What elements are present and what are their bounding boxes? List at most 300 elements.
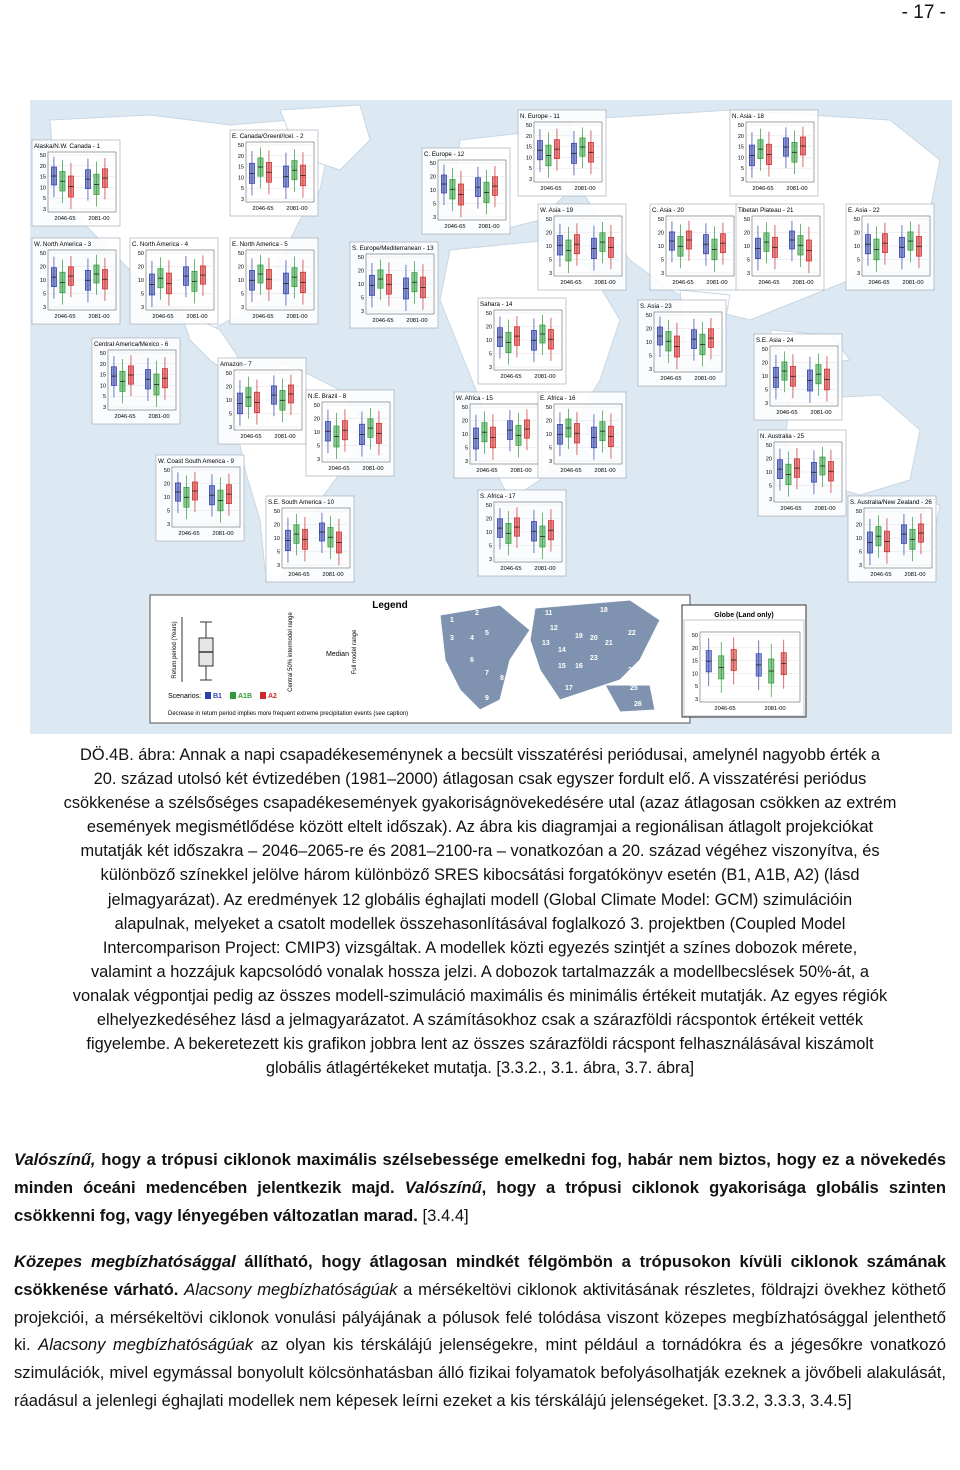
region-label: Alaska/N.W. Canada - 1 xyxy=(34,143,101,150)
caption-line-4: események megismétlődése között eltelt időszak). Az ábra kis diagramjai a regionálisan átlagolt projekciókat xyxy=(86,818,874,837)
tick-label: 50 xyxy=(485,311,492,317)
tick-label: 10 xyxy=(545,244,552,250)
tick-label: 20 xyxy=(855,522,862,529)
tick-label: 50 xyxy=(853,217,860,223)
tick-label: 10 xyxy=(429,188,436,194)
period-label: 2081-00 xyxy=(148,414,170,420)
period-label: 2046-65 xyxy=(868,280,890,286)
period-label: 2081-00 xyxy=(706,280,728,286)
tick-label: 50 xyxy=(737,123,744,129)
tick-label: 20 xyxy=(225,384,232,391)
region-chart-9 xyxy=(156,455,244,541)
map-region-number: 15 xyxy=(558,663,566,670)
tick-label: 5 xyxy=(528,166,532,173)
period-label: 2046-65 xyxy=(752,186,774,192)
tick-label: 3 xyxy=(360,309,364,315)
region-label: S. Africa - 17 xyxy=(480,493,516,500)
tick-label: 50 xyxy=(99,351,106,357)
tick-label: 20 xyxy=(737,133,744,140)
tick-label: 50 xyxy=(237,143,244,149)
period-label: 2081-00 xyxy=(186,314,208,320)
globe-chart xyxy=(684,620,804,716)
tick-label: 50 xyxy=(545,217,552,223)
tick-label: 15 xyxy=(737,144,744,151)
tick-label: 10 xyxy=(855,536,862,542)
region-label: S. Australia/New Zealand - 26 xyxy=(850,499,932,506)
tick-label: 3 xyxy=(488,365,492,371)
period-label: 2081-00 xyxy=(594,468,616,474)
map-region-number: 19 xyxy=(575,633,583,640)
period-label: 2046-65 xyxy=(252,206,274,212)
region-label: C. Europe - 12 xyxy=(424,151,465,158)
tick-label: 50 xyxy=(273,509,280,515)
period-label: 2081-00 xyxy=(362,466,384,472)
period-label: 2046-65 xyxy=(560,280,582,286)
region-chart-4 xyxy=(130,238,218,324)
region-chart-14 xyxy=(478,298,566,384)
period-label: 2081-00 xyxy=(534,374,556,380)
tick-label: 10 xyxy=(761,374,768,380)
tick-label: 20 xyxy=(545,418,552,425)
period-label: 2046-65 xyxy=(660,376,682,382)
period-label: 2046-65 xyxy=(672,280,694,286)
period-label: 2046-65 xyxy=(758,280,780,286)
tick-label: 50 xyxy=(691,633,698,639)
region-label: E. Asia - 22 xyxy=(848,207,880,214)
tick-label: 3 xyxy=(240,197,244,203)
region-chart-17 xyxy=(478,490,566,576)
tick-label: 20 xyxy=(743,230,750,237)
tick-label: 50 xyxy=(137,251,144,257)
region-chart-23 xyxy=(638,300,726,386)
tick-label: 10 xyxy=(313,430,320,436)
caption-line-6: különböző színekkel jelölve három különböző SRES kibocsátási forgatókönyv esetén (B1, A1B, A2) (lásd xyxy=(100,866,860,885)
tick-label: 3 xyxy=(166,522,170,528)
region-label: Central America/Mexico - 6 xyxy=(94,341,169,348)
tick-label: 5 xyxy=(432,201,436,208)
period-label: 2046-65 xyxy=(54,216,76,222)
p1-likely-2: Valószínű xyxy=(404,1177,482,1197)
tick-label: 5 xyxy=(42,196,46,203)
period-label: 2046-65 xyxy=(540,186,562,192)
region-chart-13 xyxy=(350,242,438,328)
tick-label: 20 xyxy=(357,268,364,275)
region-label: N.E. Brazil - 8 xyxy=(308,393,347,400)
region-label: N. Australia - 25 xyxy=(760,433,805,440)
tick-label: 5 xyxy=(768,483,772,490)
tick-label: 5 xyxy=(240,186,244,193)
tick-label: 5 xyxy=(858,549,862,556)
map-region-number: 10 xyxy=(500,695,508,702)
caption-line-13: figyelembe. A bekeretezett kis grafikon jobbra lent az összes szárazföldi rácspont felhasználásával kiszámolt xyxy=(86,1035,874,1054)
tick-label: 3 xyxy=(648,367,652,373)
caption-line-2: 20. század utolsó két évtizedében (1981–2000) átlagosan csak egyszer fordult elő. A visszatérési periódus xyxy=(93,770,867,789)
tick-label: 50 xyxy=(743,217,750,223)
tick-label: 5 xyxy=(276,549,280,556)
period-label: 2046-65 xyxy=(714,706,736,712)
p1-text-2: , hogy a trópusi ciklonok gyakorisága globális szinten csökkenni fog, vagy lényegében változatlan marad. xyxy=(14,1177,946,1225)
legend-scenario-a2: A2 xyxy=(268,693,277,700)
tick-label: 20 xyxy=(461,418,468,425)
map-region-number: 13 xyxy=(542,640,550,647)
region-label: S. Asia - 23 xyxy=(640,303,672,310)
caption-line-1: DÖ.4B. ábra: Annak a napi csapadékeseménynek a becsült visszatérési periódusai, amelynél nagyobb érték a xyxy=(80,746,880,764)
tick-label: 20 xyxy=(645,326,652,333)
period-label: 2046-65 xyxy=(54,314,76,320)
period-label: 2046-65 xyxy=(780,506,802,512)
region-chart-3 xyxy=(32,238,120,324)
map-region-number: 25 xyxy=(630,685,638,692)
tick-label: 20 xyxy=(137,264,144,271)
tick-label: 5 xyxy=(648,353,652,360)
tick-label: 20 xyxy=(761,360,768,367)
tick-label: 5 xyxy=(166,508,170,515)
period-label: 2046-65 xyxy=(776,410,798,416)
tick-label: 3 xyxy=(228,425,232,431)
period-label: 2046-65 xyxy=(114,414,136,420)
tick-label: 20 xyxy=(39,264,46,271)
legend-central-range: Central 50% intermodel range xyxy=(288,612,294,692)
period-label: 2081-00 xyxy=(574,186,596,192)
period-label: 2046-65 xyxy=(252,314,274,320)
region-label: N. Europe - 11 xyxy=(520,113,560,120)
period-label: 2081-00 xyxy=(510,468,532,474)
map-region-number: 18 xyxy=(600,607,608,614)
period-label: 2081-00 xyxy=(810,410,832,416)
tick-label: 20 xyxy=(237,264,244,271)
page-number: - 17 - xyxy=(901,2,946,23)
region-label: Tibetan Plateau - 21 xyxy=(738,207,794,214)
p2-text-3: az olyan kis térskálájú jelenségekre, mint például a tornádókra és a jégesőkre vonatkozó szimulációk, mivel egymással bonyolult kölcsönhatásban álló fizikai folyamatok befolyásolhatják ezeknek a jövőbeli alakulását, ráadásul a jelenlegi éghajlati modellek nem képesek leírni ezeket a kis térskálájú jelenségeket. [3.3.2, 3.3.3, 3.4.5] xyxy=(14,1335,946,1410)
tick-label: 10 xyxy=(39,278,46,284)
tick-label: 3 xyxy=(432,215,436,221)
caption-line-8: alapulnak, melyeket a csatolt modellek összehasonlításával foglalkozó 3. projektben (Coupled Model xyxy=(114,914,846,933)
tick-label: 3 xyxy=(694,697,698,703)
climate-figure xyxy=(30,100,952,734)
tick-label: 3 xyxy=(140,305,144,311)
map-region-number: 21 xyxy=(605,640,613,647)
period-label: 2081-00 xyxy=(406,318,428,324)
map-region-number: 26 xyxy=(634,701,642,708)
period-label: 2081-00 xyxy=(814,506,836,512)
period-label: 2081-00 xyxy=(274,434,296,440)
region-label: E. Africa - 16 xyxy=(540,395,576,402)
tick-label: 5 xyxy=(360,295,364,302)
tick-label: 50 xyxy=(461,405,468,411)
tick-label: 15 xyxy=(99,372,106,379)
period-label: 2081-00 xyxy=(88,314,110,320)
region-chart-12 xyxy=(422,148,510,234)
p2-low-confidence-1: Alacsony megbízhatóságúak xyxy=(184,1279,398,1299)
region-label: E. North America - 5 xyxy=(232,241,288,248)
period-label: 2081-00 xyxy=(902,280,924,286)
p1-reference: [3.4.4] xyxy=(417,1205,469,1225)
period-label: 2046-65 xyxy=(178,531,200,537)
tick-label: 3 xyxy=(768,497,772,503)
tick-label: 3 xyxy=(856,271,860,277)
tick-label: 20 xyxy=(691,645,698,652)
tick-label: 3 xyxy=(464,459,468,465)
tick-label: 20 xyxy=(545,230,552,237)
tick-label: 20 xyxy=(273,522,280,529)
tick-label: 20 xyxy=(765,456,772,463)
tick-label: 5 xyxy=(740,166,744,173)
map-region-number: 2 xyxy=(475,610,479,617)
tick-label: 20 xyxy=(657,230,664,237)
region-label: S.E. Asia - 24 xyxy=(756,337,794,344)
tick-label: 50 xyxy=(645,313,652,319)
period-label: 2081-00 xyxy=(322,572,344,578)
period-label: 2081-00 xyxy=(786,186,808,192)
tick-label: 3 xyxy=(488,557,492,563)
region-chart-25 xyxy=(758,430,846,516)
tick-label: 10 xyxy=(485,338,492,344)
period-label: 2081-00 xyxy=(694,376,716,382)
region-label: S.E. South America - 10 xyxy=(268,499,335,506)
tick-label: 15 xyxy=(525,144,532,151)
p2-low-confidence-2: Alacsony megbízhatóságúak xyxy=(38,1335,254,1355)
tick-label: 20 xyxy=(237,153,244,160)
legend-title: Legend xyxy=(372,600,408,611)
tick-label: 5 xyxy=(240,291,244,298)
period-label: 2081-00 xyxy=(764,706,786,712)
p1-text-1: hogy a trópusi ciklonok maximális szélsebessége emelkedni fog, habár nem biztos, hogy ez a növekedés minden óceáni medencében jelentkezik majd. xyxy=(14,1150,946,1197)
map-region-number: 12 xyxy=(550,625,558,632)
legend-scenarios-label: Scenarios: xyxy=(168,693,202,700)
tick-label: 5 xyxy=(42,291,46,298)
region-chart-7 xyxy=(218,358,306,444)
region-chart-15 xyxy=(454,392,542,478)
region-label: W. Africa - 15 xyxy=(456,395,493,402)
tick-label: 10 xyxy=(691,671,698,678)
tick-label: 50 xyxy=(545,405,552,411)
map-region-number: 6 xyxy=(470,657,474,664)
period-label: 2046-65 xyxy=(372,318,394,324)
tick-label: 3 xyxy=(276,563,280,569)
tick-label: 5 xyxy=(856,257,860,264)
tick-label: 10 xyxy=(765,470,772,476)
figure-caption xyxy=(14,743,946,1080)
region-label: W. Asia - 19 xyxy=(540,207,574,214)
tick-label: 5 xyxy=(764,387,768,394)
paragraph-extratropical-cyclones xyxy=(14,1248,946,1415)
tick-label: 10 xyxy=(737,155,744,162)
tick-label: 10 xyxy=(137,278,144,284)
period-label: 2081-00 xyxy=(88,216,110,222)
p1-likely-1: Valószínű, xyxy=(14,1150,96,1169)
tick-label: 50 xyxy=(237,251,244,257)
map-region-number: 16 xyxy=(575,663,583,670)
tick-label: 3 xyxy=(660,271,664,277)
region-chart-2 xyxy=(230,130,318,216)
tick-label: 20 xyxy=(313,416,320,423)
tick-label: 10 xyxy=(485,530,492,536)
map-region-number: 23 xyxy=(590,655,598,662)
period-label: 2081-00 xyxy=(212,531,234,537)
map-region-number: 1 xyxy=(450,617,454,624)
legend-scenario-a1b: A1B xyxy=(238,693,253,700)
period-label: 2046-65 xyxy=(476,468,498,474)
period-label: 2081-00 xyxy=(534,566,556,572)
caption-line-14: globális átlagértékeket mutatja. [3.3.2., 3.1. ábra, 3.7. ábra] xyxy=(265,1059,695,1078)
tick-label: 50 xyxy=(39,251,46,257)
tick-label: 15 xyxy=(237,164,244,171)
tick-label: 10 xyxy=(545,432,552,438)
tick-label: 5 xyxy=(488,543,492,550)
caption-line-11: vonalak végpontjai pedig az összes modell-szimuláció maximális és minimális értékeit mutatják. Az egyes régiók xyxy=(72,986,888,1005)
tick-label: 3 xyxy=(102,405,106,411)
tick-label: 20 xyxy=(525,133,532,140)
tick-label: 3 xyxy=(316,457,320,463)
legend-scenario-b1: B1 xyxy=(213,693,222,700)
map-region-number: 20 xyxy=(590,635,598,642)
tick-label: 3 xyxy=(548,459,552,465)
region-chart-21 xyxy=(736,204,824,290)
map-region-number: 14 xyxy=(558,647,566,654)
legend-note: Decrease in return period implies more frequent extreme precipitation events (see caption) xyxy=(168,711,409,717)
map-region-number: 8 xyxy=(500,675,504,682)
region-chart-18 xyxy=(730,110,818,196)
region-chart-6 xyxy=(92,338,180,424)
period-label: 2081-00 xyxy=(594,280,616,286)
region-chart-22 xyxy=(846,204,934,290)
map-region-number: 7 xyxy=(485,670,489,677)
caption-line-3: csökkenése a szélsőséges csapadékesemények gyakoriságnövekedésére utal (azaz átlagosan csökken az extrém xyxy=(63,794,897,813)
caption-line-5: mutatják két időszakra – 2046–2065-re és 2081–2100-ra – vonatkozóan a 20. század végéhez viszonyítva, és xyxy=(80,842,880,861)
tick-label: 10 xyxy=(357,282,364,288)
period-label: 2081-00 xyxy=(478,224,500,230)
period-label: 2046-65 xyxy=(560,468,582,474)
period-label: 2046-65 xyxy=(870,572,892,578)
period-label: 2046-65 xyxy=(500,566,522,572)
tick-label: 3 xyxy=(528,177,532,183)
tick-label: 20 xyxy=(485,324,492,331)
tick-label: 50 xyxy=(657,217,664,223)
period-label: 2046-65 xyxy=(328,466,350,472)
tick-label: 5 xyxy=(488,351,492,358)
tick-label: 20 xyxy=(853,230,860,237)
map-region-number: 3 xyxy=(450,635,454,642)
region-chart-16 xyxy=(538,392,626,478)
period-label: 2046-65 xyxy=(240,434,262,440)
map-region-number: 5 xyxy=(485,630,489,637)
tick-label: 5 xyxy=(228,411,232,418)
region-chart-20 xyxy=(650,204,738,290)
tick-label: 10 xyxy=(225,398,232,404)
tick-label: 10 xyxy=(163,495,170,501)
period-label: 2081-00 xyxy=(286,206,308,212)
tick-label: 20 xyxy=(99,361,106,368)
tick-label: 10 xyxy=(525,155,532,162)
tick-label: 5 xyxy=(660,257,664,264)
tick-label: 50 xyxy=(357,255,364,261)
region-chart-24 xyxy=(754,334,842,420)
tick-label: 5 xyxy=(746,257,750,264)
map-region-number: 24 xyxy=(628,667,636,674)
tick-label: 50 xyxy=(525,123,532,129)
map-region-number: 9 xyxy=(485,695,489,702)
region-label: N. Asia - 18 xyxy=(732,113,764,120)
region-chart-11 xyxy=(518,110,606,196)
tick-label: 5 xyxy=(548,257,552,264)
period-label: 2046-65 xyxy=(444,224,466,230)
tick-label: 5 xyxy=(464,445,468,452)
caption-line-10: valamint a hozzájuk kapcsolódó vonalak hossza jelzi. A dobozok tartalmazzák a modellbecslések 50%-át, a xyxy=(90,962,870,981)
region-chart-1 xyxy=(32,140,120,226)
period-label: 2081-00 xyxy=(286,314,308,320)
tick-label: 10 xyxy=(237,278,244,284)
tick-label: 3 xyxy=(42,207,46,213)
tick-label: 15 xyxy=(39,174,46,181)
tick-label: 10 xyxy=(237,175,244,182)
tick-label: 3 xyxy=(858,563,862,569)
region-label: Amazon - 7 xyxy=(220,361,252,368)
tick-label: 3 xyxy=(746,271,750,277)
tick-label: 50 xyxy=(765,443,772,449)
paragraph-tropical-cyclones xyxy=(14,1146,946,1229)
p2-text-1: állítható, hogy átlagosan mindkét félgömbön a trópusokon kívüli ciklonok számának csökkenése várható. xyxy=(14,1252,946,1299)
period-label: 2081-00 xyxy=(904,572,926,578)
region-chart-26 xyxy=(848,496,936,582)
tick-label: 50 xyxy=(39,153,46,159)
caption-line-12: elhelyezkedéséhez lásd a jelmagyarázatot. A számításokhoz csak a szárazföldi rácspontok értékeit vették xyxy=(96,1011,864,1030)
tick-label: 10 xyxy=(657,244,664,250)
tick-label: 20 xyxy=(163,481,170,488)
region-chart-8 xyxy=(306,390,394,476)
legend-yaxis: Return period (Years) xyxy=(172,621,178,679)
region-chart-31 xyxy=(684,620,804,716)
period-label: 2046-65 xyxy=(152,314,174,320)
region-label: S. Europe/Mediterranean - 13 xyxy=(352,245,434,252)
period-label: 2081-00 xyxy=(792,280,814,286)
region-label: C. Asia - 20 xyxy=(652,207,684,214)
tick-label: 10 xyxy=(461,432,468,438)
tick-label: 50 xyxy=(485,503,492,509)
tick-label: 5 xyxy=(548,445,552,452)
legend-median: Median xyxy=(326,651,349,658)
region-label: W. Coast South America - 9 xyxy=(158,458,234,465)
p2-medium-confidence: Közepes megbízhatósággal xyxy=(14,1252,236,1271)
tick-label: 50 xyxy=(225,371,232,377)
tick-label: 20 xyxy=(429,174,436,181)
region-chart-19 xyxy=(538,204,626,290)
tick-label: 5 xyxy=(102,394,106,401)
tick-label: 5 xyxy=(694,684,698,691)
map-region-number: 11 xyxy=(545,610,553,617)
tick-label: 3 xyxy=(42,305,46,311)
tick-label: 10 xyxy=(273,536,280,542)
region-chart-10 xyxy=(266,496,354,582)
globe-title: Globe (Land only) xyxy=(714,612,774,619)
tick-label: 5 xyxy=(140,291,144,298)
region-label: Sahara - 14 xyxy=(480,301,513,308)
tick-label: 50 xyxy=(429,161,436,167)
tick-label: 5 xyxy=(316,443,320,450)
tick-label: 15 xyxy=(691,658,698,665)
tick-label: 50 xyxy=(855,509,862,515)
period-label: 2046-65 xyxy=(500,374,522,380)
region-chart-5 xyxy=(230,238,318,324)
caption-line-9: Intercomparison Project: CMIP3) vizsgáltak. A modellek közti egyezés szintjét a színes dobozok mérete, xyxy=(102,938,858,957)
tick-label: 50 xyxy=(163,468,170,474)
caption-line-7: jelmagyarázat). Az eredmények 12 globális éghajlati modell (Global Climate Model: GCM) szimulációin xyxy=(107,890,853,909)
map-region-number: 4 xyxy=(470,635,474,642)
tick-label: 50 xyxy=(313,403,320,409)
region-label: W. North America - 3 xyxy=(34,241,92,248)
period-label: 2046-65 xyxy=(288,572,310,578)
legend-full-range: Full model range xyxy=(352,629,358,675)
map-region-number: 22 xyxy=(628,630,636,637)
